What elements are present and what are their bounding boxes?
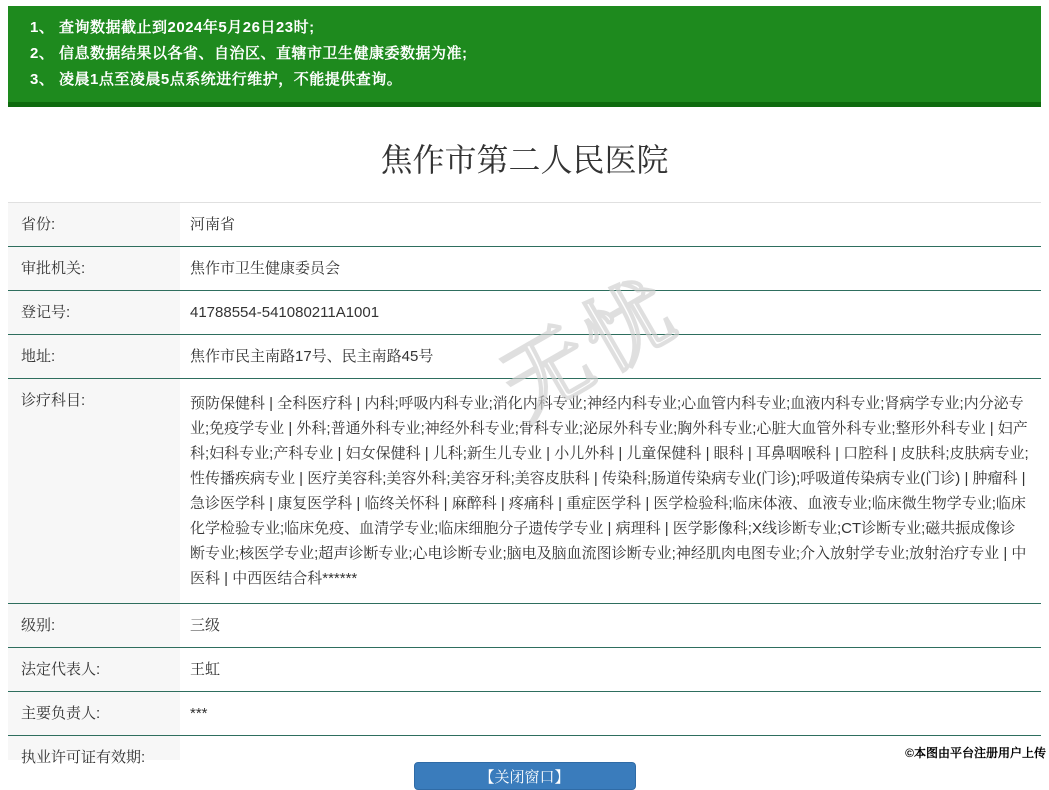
close-window-button[interactable]: 【关闭窗口】 <box>414 762 636 790</box>
table-row-legal-representative <box>8 648 1041 692</box>
row-label: 执业许可证有效期: <box>8 736 180 760</box>
table-row-main-person-in-charge <box>8 692 1041 736</box>
row-value: 三级 <box>190 617 221 634</box>
row-label: 级别: <box>8 604 180 647</box>
row-label: 主要负责人: <box>8 692 180 735</box>
row-label: 法定代表人: <box>8 648 180 691</box>
row-value: 预防保健科 | 全科医疗科 | 内科;呼吸内科专业;消化内科专业;神经内科专业;心血管内科专业;血液内科专业;肾病学专业;内分泌专业;免疫学专业 | 外科;普通外科专业;神经外科专业;骨科专业;泌尿外科专业;胸外科专业;心脏大血管外科专业;整形外科专业 | 妇产科;妇科专业;产科专业 | 妇女保健科 | 儿科;新生儿专业 | 小儿外科 | 儿童保健科 | 眼科 | 耳鼻咽喉科 | 口腔科 | 皮肤科;皮肤病专业;性传播疾病专业 | 医疗美容科;美容外科;美容牙科;美容皮肤科 | 传染科;肠道传染病专业(门诊);呼吸道传染病专业(门诊) | 肿瘤科 | 急诊医学科 | 康复医学科 | 临终关怀科 | 麻醉科 | 疼痛科 | 重症医学科 | 医学检验科;临床体液、血液专业;临床微生物学专业;临床化学检验专业;临床免疫、血清学专业;临床细胞分子遗传学专业 | 病理科 | 医学影像科;X线诊断专业;CT诊断专业;磁共振成像诊断专业;核医学专业;超声诊断专业;心电诊断专业;脑电及脑血流图诊断专业;神经肌肉电图专业;介入放射学专业;放射治疗专业 | 中医科 | 中西医结合科****** <box>190 395 1029 587</box>
row-value: 河南省 <box>190 216 236 233</box>
row-value: 焦作市卫生健康委员会 <box>190 260 341 277</box>
row-value: 41788554-541080211A1001 <box>190 304 380 321</box>
table-row-approval-authority <box>8 247 1041 291</box>
row-label: 地址: <box>8 335 180 378</box>
row-label: 省份: <box>8 203 180 246</box>
notice-line-3: 3、 凌晨1点至凌晨5点系统进行维护，不能提供查询。 <box>30 71 403 88</box>
row-value: 王虹 <box>190 661 221 678</box>
row-value: 焦作市民主南路17号、民主南路45号 <box>190 348 434 365</box>
diagonal-watermark: 无忧 <box>487 260 697 437</box>
row-label: 诊疗科目: <box>8 379 180 603</box>
page-title: 焦作市第二人民医院 <box>380 142 669 178</box>
table-row-level <box>8 604 1041 648</box>
table-row-registration-number <box>8 291 1041 335</box>
table-row-province <box>8 203 1041 247</box>
row-label: 审批机关: <box>8 247 180 290</box>
row-value: *** <box>190 705 208 722</box>
upload-credit: ©本图由平台注册用户上传 <box>905 746 1046 760</box>
row-label: 登记号: <box>8 291 180 334</box>
table-row-medical-subjects <box>8 379 1041 604</box>
notice-line-1: 1、 查询数据截止到2024年5月26日23时; <box>30 19 315 36</box>
table-row-address <box>8 335 1041 379</box>
notice-line-2: 2、 信息数据结果以各省、自治区、直辖市卫生健康委数据为准; <box>30 45 468 62</box>
notice-banner <box>8 6 1041 107</box>
